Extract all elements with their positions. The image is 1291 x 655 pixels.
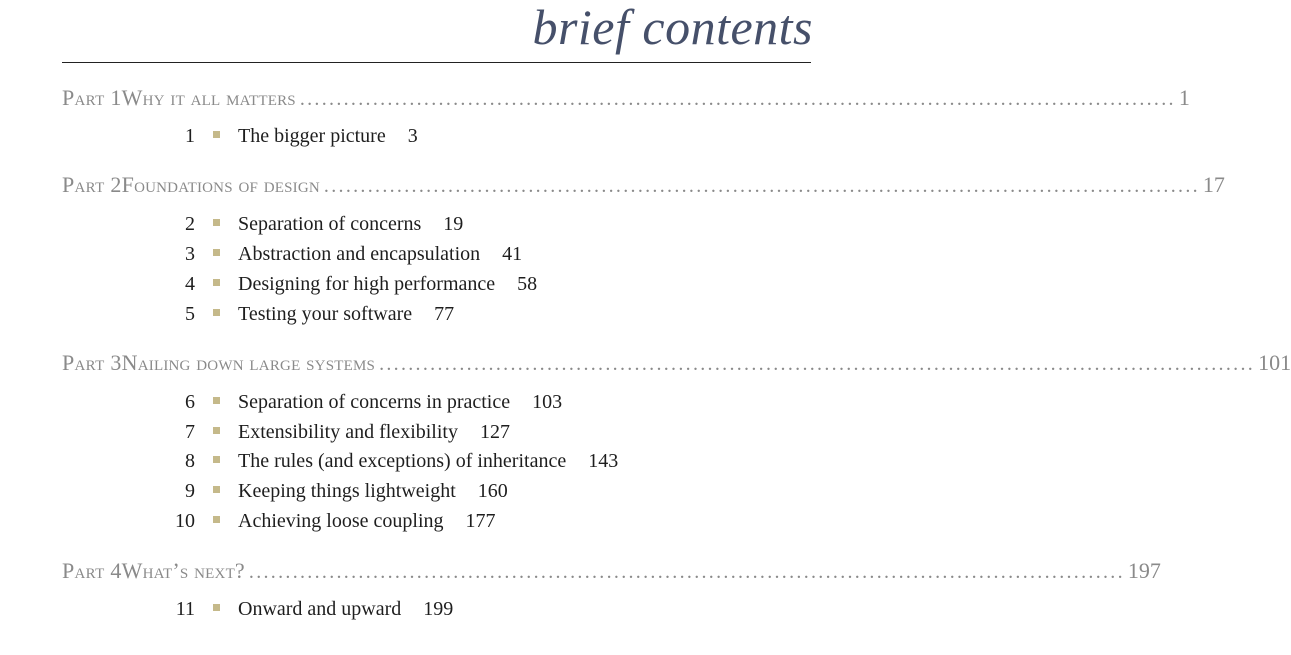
part-label: Part 2 <box>62 172 122 197</box>
chapter-number: 9 <box>185 480 195 502</box>
chapter-title: The bigger picture <box>238 125 386 147</box>
bullet-icon <box>213 219 220 226</box>
dot-leader: ........................................................................................................................ <box>379 353 1256 375</box>
chapter-page-number: 160 <box>477 480 508 502</box>
chapter-title: Abstraction and encapsulation <box>238 243 481 265</box>
bullet-icon <box>213 309 220 316</box>
bullet-icon <box>213 131 220 138</box>
chapter-page-number: 41 <box>502 243 523 265</box>
bullet-icon <box>213 516 220 523</box>
bullet-icon <box>213 397 220 404</box>
chapter-number: 2 <box>185 213 195 235</box>
part-page-number: 17 <box>1202 172 1225 197</box>
bullet-icon <box>213 486 220 493</box>
chapter-page-number: 127 <box>479 421 510 443</box>
bullet-icon <box>213 604 220 611</box>
bullet-icon <box>213 427 220 434</box>
chapter-entry[interactable] <box>0 391 562 417</box>
chapter-title: Designing for high performance <box>238 273 496 295</box>
chapter-page-number: 103 <box>532 391 563 413</box>
chapter-title: Separation of concerns <box>238 213 422 235</box>
chapter-number: 6 <box>185 391 195 413</box>
chapter-number: 7 <box>185 421 195 443</box>
chapter-title: Achieving loose coupling <box>238 510 444 532</box>
chapter-number: 10 <box>175 510 195 532</box>
part-page-number: 1 <box>1178 85 1190 110</box>
chapter-entry[interactable] <box>0 273 537 299</box>
chapter-page-number: 177 <box>465 510 496 532</box>
dot-leader: ........................................................................................................................ <box>323 175 1200 197</box>
chapter-title: Extensibility and flexibility <box>238 421 458 443</box>
part-title: Why it all matters <box>121 85 296 110</box>
title-rule <box>62 62 811 63</box>
part-title: Foundations of design <box>121 172 320 197</box>
page-title: brief contents <box>532 0 813 55</box>
part-heading[interactable] <box>62 172 1225 202</box>
chapter-entry[interactable] <box>0 450 618 476</box>
part-heading[interactable] <box>62 85 1190 115</box>
chapter-title: Separation of concerns in practice <box>238 391 511 413</box>
part-page-number: 197 <box>1127 558 1161 583</box>
part-page-number: 101 <box>1258 350 1291 375</box>
part-title: Nailing down large systems <box>121 350 376 375</box>
chapter-title: Keeping things lightweight <box>238 480 456 502</box>
chapter-entry[interactable] <box>0 421 510 447</box>
chapter-page-number: 199 <box>423 598 454 620</box>
chapter-page-number: 3 <box>407 125 418 147</box>
chapter-entry[interactable] <box>0 213 463 239</box>
chapter-number: 1 <box>185 125 195 147</box>
chapter-entry[interactable] <box>0 510 496 536</box>
chapter-page-number: 58 <box>517 273 538 295</box>
part-label: Part 3 <box>62 350 122 375</box>
chapter-page-number: 77 <box>434 303 455 325</box>
chapter-title: The rules (and exceptions) of inheritance <box>238 450 567 472</box>
bullet-icon <box>213 279 220 286</box>
part-label: Part 4 <box>62 558 122 583</box>
chapter-entry[interactable] <box>0 243 522 269</box>
part-heading[interactable] <box>62 350 1291 380</box>
chapter-entry[interactable] <box>0 480 508 506</box>
part-label: Part 1 <box>62 85 122 110</box>
dot-leader: ........................................................................................................................ <box>248 561 1125 583</box>
dot-leader: ........................................................................................................................ <box>299 88 1176 110</box>
chapter-title: Testing your software <box>238 303 413 325</box>
bullet-icon <box>213 456 220 463</box>
chapter-entry[interactable] <box>0 598 453 624</box>
chapter-entry[interactable] <box>0 125 418 151</box>
part-heading[interactable] <box>62 558 1161 588</box>
chapter-number: 5 <box>185 303 195 325</box>
bullet-icon <box>213 249 220 256</box>
chapter-number: 4 <box>185 273 195 295</box>
chapter-page-number: 143 <box>588 450 619 472</box>
chapter-number: 11 <box>175 598 195 620</box>
part-title: What’s next? <box>121 558 245 583</box>
chapter-page-number: 19 <box>443 213 464 235</box>
chapter-entry[interactable] <box>0 303 454 329</box>
chapter-number: 8 <box>185 450 195 472</box>
chapter-number: 3 <box>185 243 195 265</box>
chapter-title: Onward and upward <box>238 598 402 620</box>
